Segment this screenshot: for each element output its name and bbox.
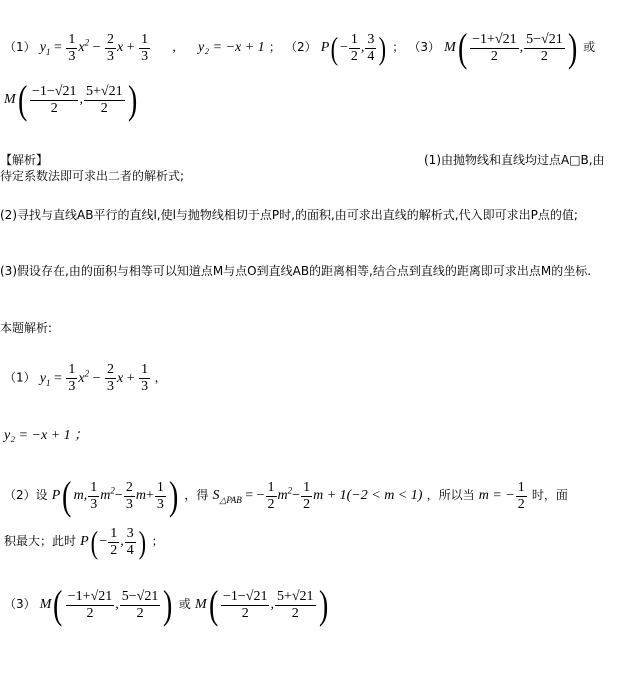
solution-y2: y₂ = −x + 1 ； xyxy=(4,428,89,443)
y2-equation: y₂ = −x + 1 xyxy=(198,40,265,56)
part-1-number: （1） xyxy=(4,40,36,55)
analysis-section xyxy=(0,152,626,184)
part-2-number: （2） xyxy=(284,40,317,55)
y1-equation: $y_1$ = $\frac{1}{3}$ $x^2$ − $\frac{2}{3}$ x + $\frac{1}{3}$ xyxy=(39,31,149,64)
solution-point-M1: M( $\frac{-1+√21}{2}$ , $\frac{5-√21}{2}$ ) xyxy=(39,582,173,627)
answer-line-2 xyxy=(4,77,139,122)
analysis-step-1: (1)由抛物线和直线均过点A□B,由 xyxy=(424,153,605,167)
analysis-heading: 【解析】 xyxy=(0,153,49,167)
analysis-step-2: (2)寻找与直线AB平行的直线l,使l与抛物线相切于点P时,的面积,由可求出直线的解析式,代入即可求出P点的值; xyxy=(0,208,578,222)
area-expression: $S_{\triangle PAB}$ = − $\frac{1}{2}$ $m^2-$ $\frac{1}{2}$ m + 1(−2 < m < 1) xyxy=(212,479,423,512)
point-M1: M( $\frac{-1+√21}{2}$ , $\frac{5-√21}{2}$ ) xyxy=(444,25,578,70)
part-3-number: （3） xyxy=(408,40,440,55)
point-P-general: P( m, $\frac{1}{3}$ $m^2-$ $\frac{2}{3}$ m+ $\frac{1}{3}$ ) xyxy=(51,473,179,518)
point-M2: M( $\frac{-1-√21}{2}$ , $\frac{5+√21}{2}$ ) xyxy=(4,77,137,122)
solution-y1-equation: $y_1$ = $\frac{1}{3}$ $x^2$ − $\frac{2}{3}$ x + $\frac{1}{3}$ xyxy=(39,362,149,394)
answer-line-1: （1） $y_1$ = $\frac{1}{3}$ $x^2$ − $\frac{2}{3}$ x + $\frac{1}{3}$ , y₂ = −x + 1 ； （2） P( − $\frac{1}{2}$ , $\frac{3}{4}$ ) ； （3） M( $\frac{-1+√21}{2}$ , $\frac{5-√21}{2}$ ) 或 xyxy=(4,25,596,70)
solution-part-2-line-2: 积最大；此时 P( − $\frac{1}{2}$ , $\frac{3}{4}$ ) ； xyxy=(4,524,164,560)
solution-point-M2: M( $\frac{-1-√21}{2}$ , $\frac{5+√21}{2}$ ) xyxy=(194,582,328,627)
point-P: P( − $\frac{1}{2}$ , $\frac{3}{4}$ ) xyxy=(320,30,387,66)
analysis-step-1-cont: 待定系数法即可求出二者的解析式; xyxy=(0,169,185,183)
solution-part-1: （1） $y_1$ = $\frac{1}{3}$ $x^2$ − $\frac{2}{3}$ x + $\frac{1}{3}$ ， xyxy=(4,362,167,394)
solution-point-P: P( − $\frac{1}{2}$ , $\frac{3}{4}$ ) xyxy=(80,524,146,560)
solution-part-2-line-1: （2）设 P( m, $\frac{1}{3}$ $m^2-$ $\frac{2}{3}$ m+ $\frac{1}{3}$ ) ，得 $S_{\triangle PAB}$ = − $\frac{1}{2}$ $m^2-$ $\frac{1}{2}$ m + 1(−2 < m < 1) ，所以当 m = − $\frac{1}{2}$ 时，面 xyxy=(4,473,568,518)
solution-part-3: （3） M( $\frac{-1+√21}{2}$ , $\frac{5-√21}{2}$ ) 或 M( $\frac{-1-√21}{2}$ , $\frac{5+√21}{2}$ ) xyxy=(4,582,328,627)
solution-title: 本题解析: xyxy=(0,321,53,335)
analysis-step-3: (3)假设存在,由的面积与相等可以知道点M与点O到直线AB的距离相等,结合点到直线的距离即可求出点M的坐标. xyxy=(0,264,592,278)
